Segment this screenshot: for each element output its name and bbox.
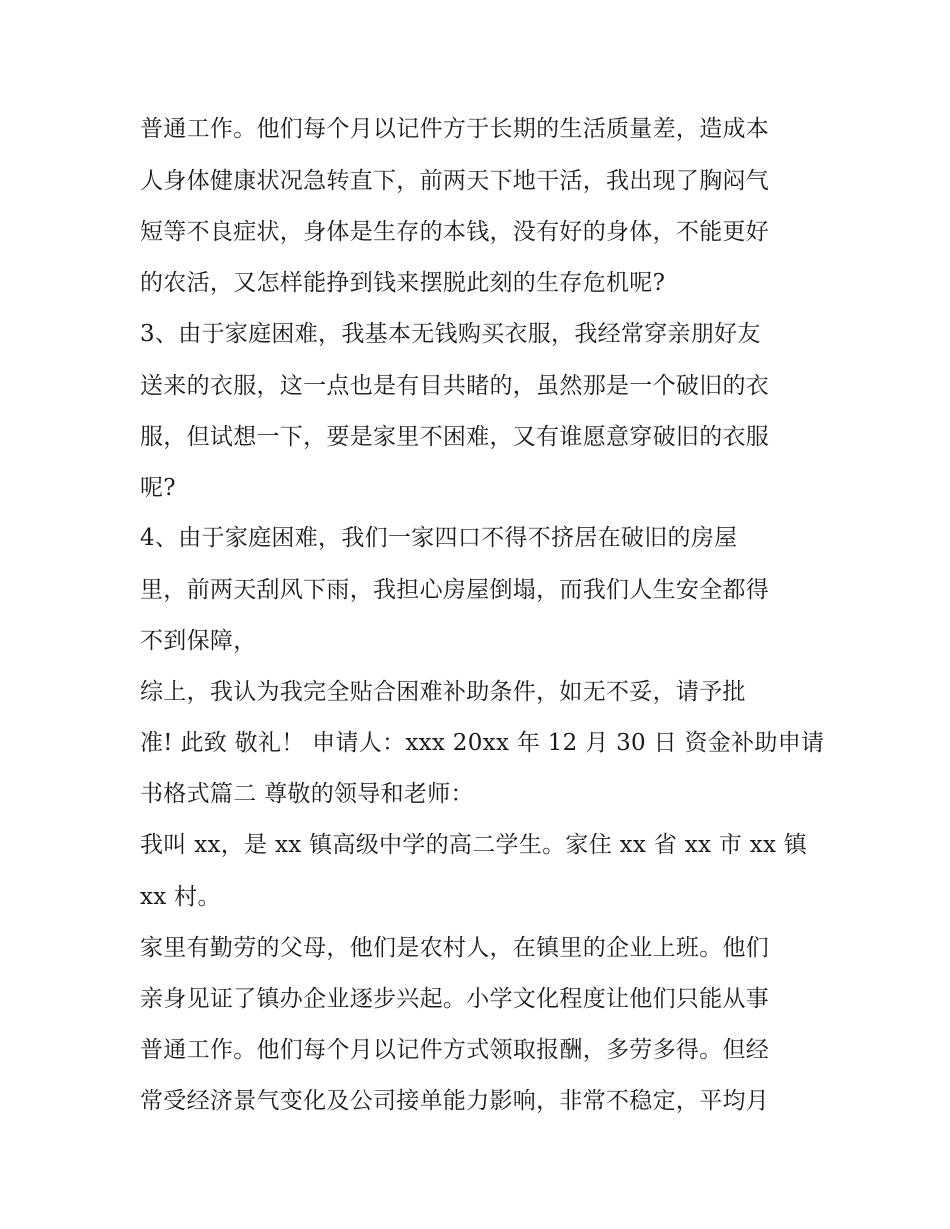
text-line: 3、由于家庭困难，我基本无钱购买衣服，我经常穿亲朋好友	[140, 321, 761, 347]
text-line: 准! 此致 敬礼！ 申请人：xxx 20xx 年 12 月 30 日 资金补助申请	[140, 730, 825, 756]
text-line: xx 村。	[140, 884, 221, 910]
text-line: 人身体健康状况急转直下，前两天下地干活，我出现了胸闷气	[140, 168, 770, 194]
text-line: 4、由于家庭困难，我们一家四口不得不挤居在破旧的房屋	[140, 525, 738, 551]
text-line: 普通工作。他们每个月以记件方式领取报酬，多劳多得。但经	[140, 1037, 770, 1063]
text-line: 服，但试想一下，要是家里不困难，又有谁愿意穿破旧的衣服	[140, 424, 770, 450]
text-line: 常受经济景气变化及公司接单能力影响，非常不稳定，平均月	[140, 1088, 770, 1114]
text-line: 亲身见证了镇办企业逐步兴起。小学文化程度让他们只能从事	[140, 986, 770, 1012]
text-line: 送来的衣服，这一点也是有目共睹的，虽然那是一个破旧的衣	[140, 373, 770, 399]
text-line: 书格式篇二 尊敬的领导和老师：	[140, 781, 474, 807]
text-line: 里，前两天刮风下雨，我担心房屋倒塌，而我们人生安全都得	[140, 577, 770, 603]
text-line: 短等不良症状，身体是生存的本钱，没有好的身体，不能更好	[140, 219, 770, 245]
text-line: 我叫 xx，是 xx 镇高级中学的高二学生。家住 xx 省 xx 市 xx 镇	[140, 832, 808, 858]
text-line: 家里有勤劳的父母，他们是农村人，在镇里的企业上班。他们	[140, 935, 770, 961]
text-line: 综上，我认为我完全贴合困难补助条件，如无不妥，请予批	[140, 679, 746, 705]
text-line: 呢?	[140, 475, 176, 501]
text-line: 的农活，又怎样能挣到钱来摆脱此刻的生存危机呢?	[140, 270, 666, 296]
text-line: 不到保障，	[140, 628, 257, 654]
text-line: 普通工作。他们每个月以记件方于长期的生活质量差，造成本	[140, 116, 770, 142]
